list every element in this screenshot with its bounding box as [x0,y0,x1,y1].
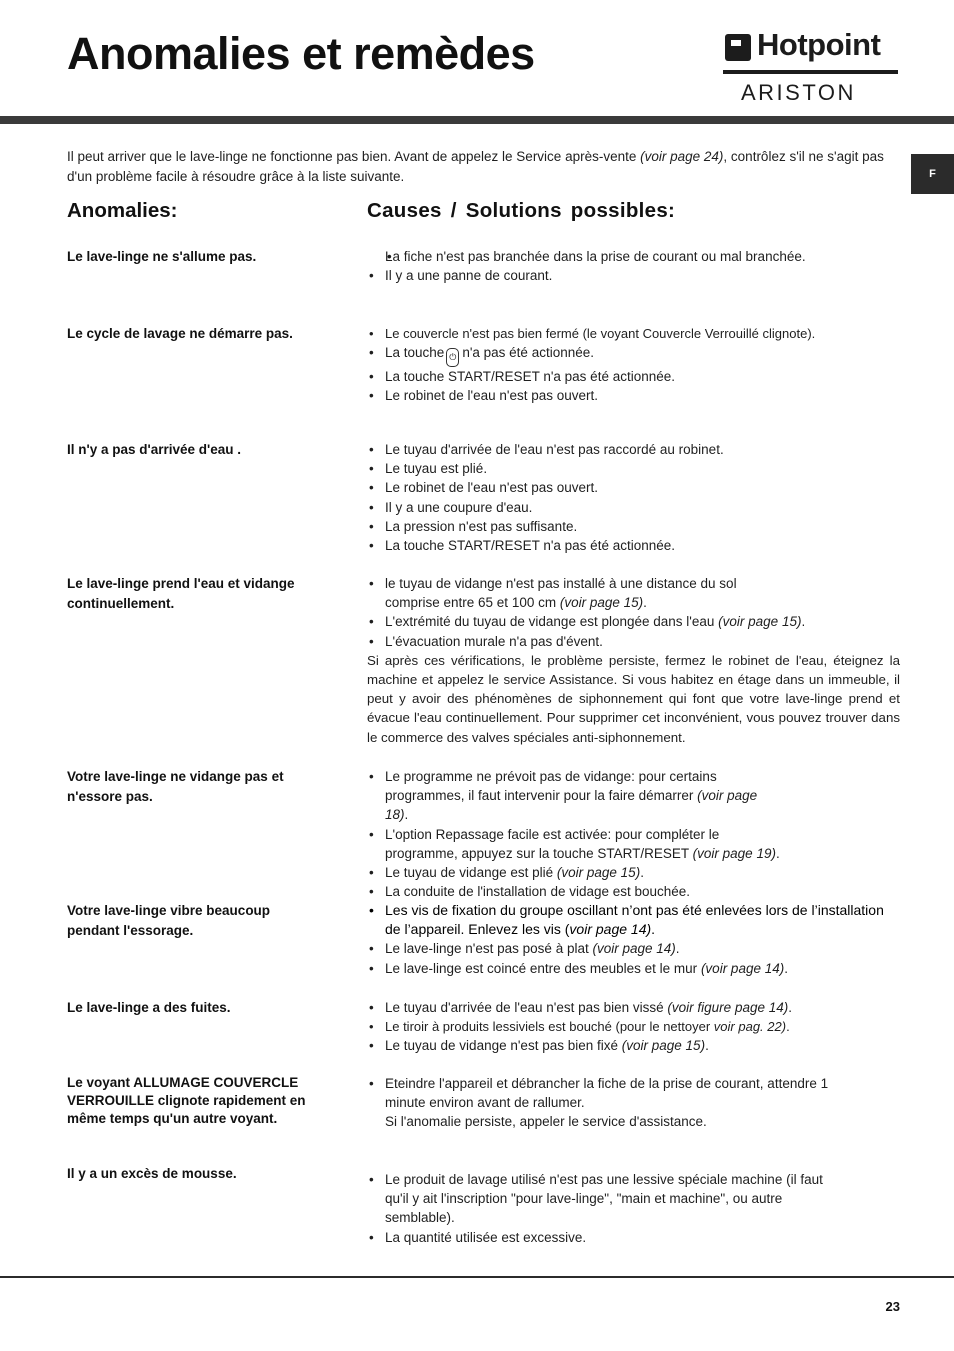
solution-text-end: . [784,960,788,976]
solution-item [367,612,900,631]
solution-item: • Eteindre l'appareil et débrancher la fiche de la prise de courant, attendre 1 minute environ avant de rallumer. [367,1074,900,1112]
solution-item: • Le produit de lavage utilisé n'est pas une lessive spéciale machine (il faut qu'il y ait l'inscription "pour lave-linge", "main et machine", ou autre semblable). [367,1170,900,1228]
solution-item: • Le tuyau d'arrivée de l'eau n'est pas raccordé au robinet. [367,440,900,459]
solution-text: Les vis de fixation du groupe oscillant n’ont pas été enlevées lors de l’installation de l’appareil. Enlevez les vis ( [385,902,884,938]
causes-heading: Causes / Solutions possibles: [367,199,676,222]
solution-text-end: . [786,1019,790,1035]
solution-note: Si l'anomalie persiste, appeler le service d'assistance. [385,1114,707,1130]
logo-divider [723,70,898,74]
anomaly-title: Votre lave-linge vibre beaucoup pendant l'essorage. [67,903,271,938]
solution-text: Le tuyau d'arrivée de l'eau n'est pas bien vissé [385,1000,664,1015]
page-ref: voir page 14) [569,921,652,938]
solution-item [367,1017,900,1036]
solution-item: • La pression n'est pas suffisante. [367,517,900,536]
solution-item: • Le tuyau est plié. [367,459,900,478]
solution-item: • Le robinet de l'eau n'est pas ouvert. [367,386,900,405]
solution-text-end: . [788,1000,793,1015]
solution-text-end: . [801,614,806,630]
solutions-list [367,324,900,406]
solution-text: Le tuyau de vidange est plié [385,865,554,881]
solutions-list [367,440,900,555]
solution-item: • Il y a une coupure d'eau. [367,498,900,517]
solution-text: L'option Repassage facile est activée: pour compléter le programme, appuyez sur la touche START/RESET [385,826,720,861]
solution-item: • L'évacuation murale n'a pas d'évent. [367,632,900,651]
anomaly-title: Le cycle de lavage ne démarre pas. [67,326,293,341]
page-ref: (voir page 14) [700,960,785,976]
page-ref: (voir figure page 14) [667,1000,789,1015]
solution-text-end: . [675,941,680,957]
page-ref: (voir page 15) [556,865,641,881]
solutions-list [367,1074,900,1132]
solution-text: Le tiroir à produits lessiviels est bouché (pour le nettoyer [385,1019,711,1035]
anomaly-title: Le lave-linge a des fuites. [67,1000,231,1015]
solution-text: L'extrémité du tuyau de vidange est plongée dans l'eau [385,614,715,630]
solution-item: • La quantité utilisée est excessive. [367,1228,900,1247]
language-tab: F [911,154,954,194]
solution-item: • La touche START/RESET n'a pas été actionnée. [367,367,900,386]
solution-item: • Le robinet de l'eau n'est pas ouvert. [367,478,900,497]
solution-item [367,767,900,825]
page-ref: (voir page 15) [559,595,644,611]
solutions-list [367,767,900,901]
intro-text: Il peut arriver que le lave-linge ne fonctionne pas bien. Avant de appelez le Service après-vente [67,149,641,164]
page-ref: voir pag. 22) [713,1019,787,1035]
solution-item [367,939,900,958]
solution-item: • La fiche n'est pas branchée dans la prise de courant ou mal branchée. [367,247,900,266]
solution-item [367,825,900,863]
footer-rule [0,1276,954,1278]
brand-logo [723,27,899,106]
solution-item [367,863,900,882]
brand-sub: ARISTON [741,80,856,105]
page-ref: (voir page 14) [592,941,676,957]
brand-name: Hotpoint [757,27,881,62]
power-icon: ⏻ [446,348,459,367]
page-ref: (voir page 19) [692,845,776,861]
anomaly-title: Il n'y a pas d'arrivée d'eau . [67,442,241,457]
hotpoint-mark-icon [725,34,751,61]
solution-text-end: . [640,865,644,881]
solution-item: • La conduite de l'installation de vidage est bouchée. [367,882,900,901]
anomaly-title: Le voyant ALLUMAGE COUVERCLE VERROUILLE clignote rapidement en même temps qu'un autre voyant. [67,1075,306,1126]
solution-item [367,901,900,939]
anomaly-title: Le lave-linge ne s'allume pas. [67,249,257,264]
page-ref: (voir page 15) [621,1038,706,1054]
solution-text-end: . [643,595,647,611]
solution-item [367,343,900,367]
page-title: Anomalies et remèdes [67,28,535,79]
solution-text: le tuyau de vidange n'est pas installé à une distance du sol comprise entre 65 et 100 cm [385,576,737,611]
page-ref: (voir page 15) [718,614,802,630]
solutions-list [367,247,900,285]
solutions-list [367,1170,900,1247]
solution-item: • Le couvercle n'est pas bien fermé (le voyant Couvercle Verrouillé clignote). [367,324,900,343]
solution-text-end: . [775,845,780,861]
solution-item [367,1036,900,1055]
solution-item: • Il y a une panne de courant. [367,266,900,285]
solution-text: Le programme ne prévoit pas de vidange: pour certains programmes, il faut intervenir pour la faire démarrer [385,769,717,804]
solution-text: Le lave-linge n'est pas posé à plat [385,941,589,957]
solutions-list [367,901,900,978]
solution-text: Le lave-linge est coincé entre des meubles et le mur [385,960,698,976]
page-ref: (voir page 18) [385,788,758,823]
intro-page-ref: (voir page 24) [640,149,724,164]
anomaly-title: Le lave-linge prend l'eau et vidange continuellement. [67,576,295,611]
anomalies-heading: Anomalies: [67,199,178,222]
header-rule [0,116,954,124]
solution-text: n'a pas été actionnée. [462,345,594,361]
intro-text-end: , contrôlez s'il ne s'agit pas d'un problème facile à résoudre grâce à la liste suivante. [67,149,884,184]
solution-text: La touche [385,345,445,361]
solution-item [367,998,900,1017]
solutions-list [367,574,900,747]
solutions-list [367,998,900,1056]
solution-item [367,574,900,612]
solution-item: • La touche START/RESET n'a pas été actionnée. [367,536,900,555]
solution-item [367,959,900,978]
intro-paragraph [67,147,887,187]
page-number: 23 [885,1299,900,1314]
solution-text: Le tuyau de vidange n'est pas bien fixé [385,1038,618,1054]
anomaly-title: Votre lave-linge ne vidange pas et n'essore pas. [67,769,284,804]
solution-text-end: . [705,1038,709,1054]
anomaly-title: Il y a un excès de mousse. [67,1166,237,1181]
solution-note: Si après ces vérifications, le problème persiste, fermez le robinet de l'eau, éteignez la machine et appelez le service Assistance. Si vous habitez en étage dans un immeuble, il peut y avoir des phénomènes de siphonnement qui font que votre lave-linge prend et évacue l'eau continuellement. Pour supprimer cet inconvénient, vous pouvez trouver dans le commerce des valves spéciales anti-siphonnement. [367,652,900,745]
solution-text-end: . [651,921,656,938]
solution-text-end: . [404,807,409,823]
